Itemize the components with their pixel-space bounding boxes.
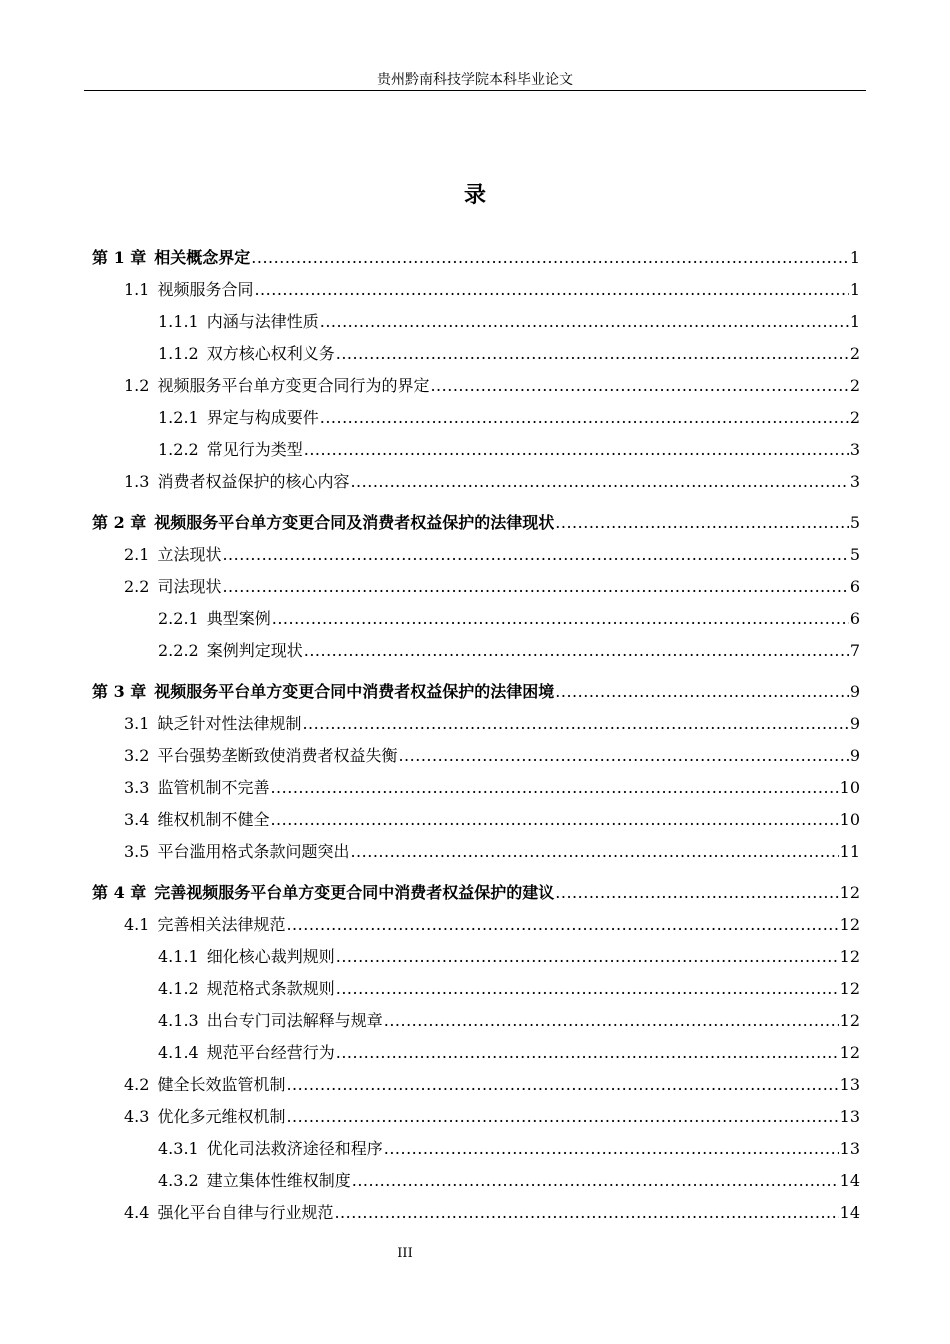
toc-entry-number: 4.3.2 — [158, 1171, 199, 1190]
toc-entry-number: 4.1 — [124, 915, 150, 934]
toc-entry-page: 12 — [839, 979, 860, 998]
toc-entry-page: 10 — [839, 810, 860, 829]
toc-leader-dots — [270, 772, 838, 804]
toc-entry-number: 2.2.2 — [158, 641, 199, 660]
toc-entry-spacer — [199, 973, 207, 1005]
toc-subsection-entry[interactable] — [92, 1165, 860, 1197]
toc-entry-page: 9 — [849, 714, 860, 733]
toc-leader-dots — [222, 539, 848, 571]
toc-subsection-entry[interactable] — [92, 603, 860, 635]
toc-entry-number: 4.1.2 — [158, 979, 199, 998]
toc-subsection-entry[interactable] — [92, 1133, 860, 1165]
toc-entry-number: 4.1.1 — [158, 947, 199, 966]
toc-entry-spacer — [199, 1165, 207, 1197]
toc-subsection-entry[interactable] — [92, 635, 860, 667]
toc-entry-number: 1.1 — [124, 280, 150, 299]
toc-entry-label: 相关概念界定 — [154, 248, 251, 267]
toc-entry-label: 案例判定现状 — [206, 641, 303, 660]
toc-entry-page: 7 — [849, 641, 860, 660]
toc-entry-page: 1 — [849, 280, 860, 299]
toc-section-entry[interactable] — [92, 1197, 860, 1229]
toc-entry-spacer — [199, 1005, 207, 1037]
toc-entry-spacer — [146, 877, 154, 909]
toc-entry-label: 规范平台经营行为 — [206, 1043, 335, 1062]
toc-entry-number: 3.1 — [124, 714, 150, 733]
toc-entry-number: 1.2 — [124, 376, 150, 395]
toc-entry-label: 视频服务平台单方变更合同中消费者权益保护的法律困境 — [154, 682, 555, 701]
toc-leader-dots — [270, 804, 838, 836]
toc-entry-number: 1.3 — [124, 472, 150, 491]
toc-chapter-entry[interactable] — [92, 242, 860, 274]
toc-leader-dots — [320, 306, 849, 338]
toc-entry-spacer — [149, 1101, 157, 1133]
header-rule — [84, 90, 866, 91]
toc-section-entry[interactable] — [92, 708, 860, 740]
toc-entry-label: 视频服务合同 — [157, 280, 254, 299]
toc-entry-page: 12 — [839, 947, 860, 966]
toc-chapter-entry[interactable] — [92, 676, 860, 708]
toc-entry-spacer — [199, 1133, 207, 1165]
toc-subsection-entry[interactable] — [92, 973, 860, 1005]
toc-section-entry[interactable] — [92, 909, 860, 941]
toc-entry-page: 3 — [849, 472, 860, 491]
toc-entry-number: 第 1 章 — [92, 248, 147, 267]
running-header: 贵州黔南科技学院本科毕业论文 — [377, 72, 573, 88]
toc-entry-label: 界定与构成要件 — [206, 408, 319, 427]
toc-leader-dots — [384, 1133, 839, 1165]
toc-entry-label: 司法现状 — [157, 577, 222, 596]
toc-entry-spacer — [199, 338, 207, 370]
toc-leader-dots — [272, 603, 849, 635]
toc-entry-label: 强化平台自律与行业规范 — [157, 1203, 334, 1222]
toc-entry-page: 2 — [849, 344, 860, 363]
toc-title: 录 — [463, 182, 486, 208]
toc-entry-spacer — [146, 242, 154, 274]
toc-entry-number: 第 3 章 — [92, 682, 147, 701]
toc-entry-label: 完善视频服务平台单方变更合同中消费者权益保护的建议 — [154, 883, 555, 902]
toc-section-entry[interactable] — [92, 740, 860, 772]
toc-entry-page: 12 — [839, 915, 860, 934]
toc-entry-spacer — [149, 370, 157, 402]
toc-entry-label: 细化核心裁判规则 — [206, 947, 335, 966]
toc-subsection-entry[interactable] — [92, 434, 860, 466]
toc-subsection-entry[interactable] — [92, 1037, 860, 1069]
toc-entry-label: 平台强势垄断致使消费者权益失衡 — [157, 746, 398, 765]
toc-entry-page: 5 — [849, 513, 860, 532]
toc-entry-number: 4.1.4 — [158, 1043, 199, 1062]
toc-subsection-entry[interactable] — [92, 941, 860, 973]
toc-entry-spacer — [149, 1197, 157, 1229]
toc-entry-label: 立法现状 — [157, 545, 222, 564]
toc-entry-spacer — [149, 909, 157, 941]
toc-entry-spacer — [199, 1037, 207, 1069]
toc-entry-spacer — [149, 1069, 157, 1101]
toc-section-entry[interactable] — [92, 466, 860, 498]
toc-entry-label: 双方核心权利义务 — [206, 344, 335, 363]
toc-entry-spacer — [199, 402, 207, 434]
toc-leader-dots — [350, 466, 848, 498]
toc-leader-dots — [352, 1165, 839, 1197]
toc-entry-page: 13 — [839, 1075, 860, 1094]
toc-section-entry[interactable] — [92, 1069, 860, 1101]
toc-entry-spacer — [149, 772, 157, 804]
toc-section-entry[interactable] — [92, 571, 860, 603]
toc-subsection-entry[interactable] — [92, 306, 860, 338]
toc-section-entry[interactable] — [92, 274, 860, 306]
toc-entry-label: 平台滥用格式条款问题突出 — [157, 842, 350, 861]
toc-entry-spacer — [149, 571, 157, 603]
toc-entry-number: 3.5 — [124, 842, 150, 861]
toc-entry-spacer — [199, 603, 207, 635]
toc-leader-dots — [286, 909, 838, 941]
toc-section-entry[interactable] — [92, 772, 860, 804]
toc-section-entry[interactable] — [92, 1101, 860, 1133]
table-of-contents — [92, 242, 860, 1229]
toc-entry-label: 规范格式条款规则 — [206, 979, 335, 998]
toc-entry-page: 10 — [839, 778, 860, 797]
toc-entry-spacer — [199, 941, 207, 973]
toc-leader-dots — [302, 708, 848, 740]
toc-leader-dots — [251, 242, 849, 274]
toc-entry-page: 12 — [839, 1011, 860, 1030]
toc-leader-dots — [222, 571, 848, 603]
toc-entry-number: 第 2 章 — [92, 513, 147, 532]
toc-leader-dots — [336, 973, 839, 1005]
toc-entry-spacer — [149, 274, 157, 306]
toc-entry-spacer — [149, 740, 157, 772]
toc-entry-spacer — [149, 804, 157, 836]
toc-entry-label: 视频服务平台单方变更合同及消费者权益保护的法律现状 — [154, 513, 555, 532]
toc-leader-dots — [304, 635, 849, 667]
toc-leader-dots — [555, 507, 849, 539]
toc-section-entry[interactable] — [92, 836, 860, 868]
toc-entry-number: 4.3 — [124, 1107, 150, 1126]
toc-entry-label: 内涵与法律性质 — [206, 312, 319, 331]
toc-entry-spacer — [199, 306, 207, 338]
toc-leader-dots — [555, 676, 849, 708]
toc-entry-number: 2.1 — [124, 545, 150, 564]
toc-entry-page: 11 — [839, 842, 860, 861]
toc-leader-dots — [336, 338, 849, 370]
toc-leader-dots — [384, 1005, 839, 1037]
page-number: III — [397, 1246, 413, 1261]
toc-subsection-entry[interactable] — [92, 338, 860, 370]
toc-entry-label: 健全长效监管机制 — [157, 1075, 286, 1094]
toc-leader-dots — [320, 402, 849, 434]
toc-entry-page: 12 — [839, 883, 860, 902]
toc-entry-label: 优化多元维权机制 — [157, 1107, 286, 1126]
toc-leader-dots — [286, 1069, 838, 1101]
toc-leader-dots — [286, 1101, 838, 1133]
toc-entry-page: 9 — [849, 682, 860, 701]
toc-entry-spacer — [199, 434, 207, 466]
toc-entry-page: 1 — [849, 312, 860, 331]
toc-entry-number: 1.2.2 — [158, 440, 199, 459]
toc-entry-spacer — [149, 836, 157, 868]
toc-leader-dots — [336, 1037, 839, 1069]
toc-entry-page: 9 — [849, 746, 860, 765]
toc-entry-number: 3.2 — [124, 746, 150, 765]
toc-entry-page: 2 — [849, 408, 860, 427]
toc-entry-label: 消费者权益保护的核心内容 — [157, 472, 350, 491]
toc-entry-number: 1.1.1 — [158, 312, 199, 331]
toc-entry-page: 14 — [839, 1171, 860, 1190]
toc-entry-label: 视频服务平台单方变更合同行为的界定 — [157, 376, 430, 395]
toc-subsection-entry[interactable] — [92, 402, 860, 434]
toc-entry-page: 6 — [849, 577, 860, 596]
toc-entry-spacer — [199, 635, 207, 667]
toc-entry-number: 2.2 — [124, 577, 150, 596]
toc-entry-label: 出台专门司法解释与规章 — [206, 1011, 383, 1030]
toc-entry-number: 2.2.1 — [158, 609, 199, 628]
toc-leader-dots — [350, 836, 838, 868]
toc-entry-spacer — [149, 466, 157, 498]
toc-entry-page: 1 — [849, 248, 860, 267]
toc-entry-page: 13 — [839, 1107, 860, 1126]
toc-section-entry[interactable] — [92, 539, 860, 571]
toc-entry-label: 常见行为类型 — [206, 440, 303, 459]
toc-entry-label: 典型案例 — [206, 609, 271, 628]
toc-entry-page: 13 — [839, 1139, 860, 1158]
toc-entry-number: 4.1.3 — [158, 1011, 199, 1030]
toc-leader-dots — [254, 274, 848, 306]
toc-entry-page: 5 — [849, 545, 860, 564]
toc-entry-number: 4.3.1 — [158, 1139, 199, 1158]
toc-chapter-entry[interactable] — [92, 877, 860, 909]
toc-entry-spacer — [149, 708, 157, 740]
toc-entry-number: 4.2 — [124, 1075, 150, 1094]
toc-entry-number: 第 4 章 — [92, 883, 147, 902]
toc-entry-number: 1.2.1 — [158, 408, 199, 427]
toc-leader-dots — [334, 1197, 838, 1229]
toc-entry-label: 完善相关法律规范 — [157, 915, 286, 934]
toc-entry-page: 2 — [849, 376, 860, 395]
toc-leader-dots — [398, 740, 848, 772]
toc-leader-dots — [304, 434, 849, 466]
toc-entry-number: 1.1.2 — [158, 344, 199, 363]
toc-entry-page: 14 — [839, 1203, 860, 1222]
toc-subsection-entry[interactable] — [92, 1005, 860, 1037]
toc-entry-label: 缺乏针对性法律规制 — [157, 714, 302, 733]
toc-entry-label: 优化司法救济途径和程序 — [206, 1139, 383, 1158]
toc-entry-number: 4.4 — [124, 1203, 150, 1222]
toc-entry-page: 12 — [839, 1043, 860, 1062]
toc-entry-number: 3.3 — [124, 778, 150, 797]
toc-entry-label: 维权机制不健全 — [157, 810, 270, 829]
toc-entry-page: 6 — [849, 609, 860, 628]
toc-entry-label: 建立集体性维权制度 — [206, 1171, 351, 1190]
toc-chapter-entry[interactable] — [92, 507, 860, 539]
toc-entry-number: 3.4 — [124, 810, 150, 829]
toc-section-entry[interactable] — [92, 804, 860, 836]
toc-entry-label: 监管机制不完善 — [157, 778, 270, 797]
toc-leader-dots — [555, 877, 838, 909]
toc-leader-dots — [336, 941, 839, 973]
toc-leader-dots — [430, 370, 848, 402]
toc-section-entry[interactable] — [92, 370, 860, 402]
toc-entry-spacer — [149, 539, 157, 571]
toc-entry-page: 3 — [849, 440, 860, 459]
